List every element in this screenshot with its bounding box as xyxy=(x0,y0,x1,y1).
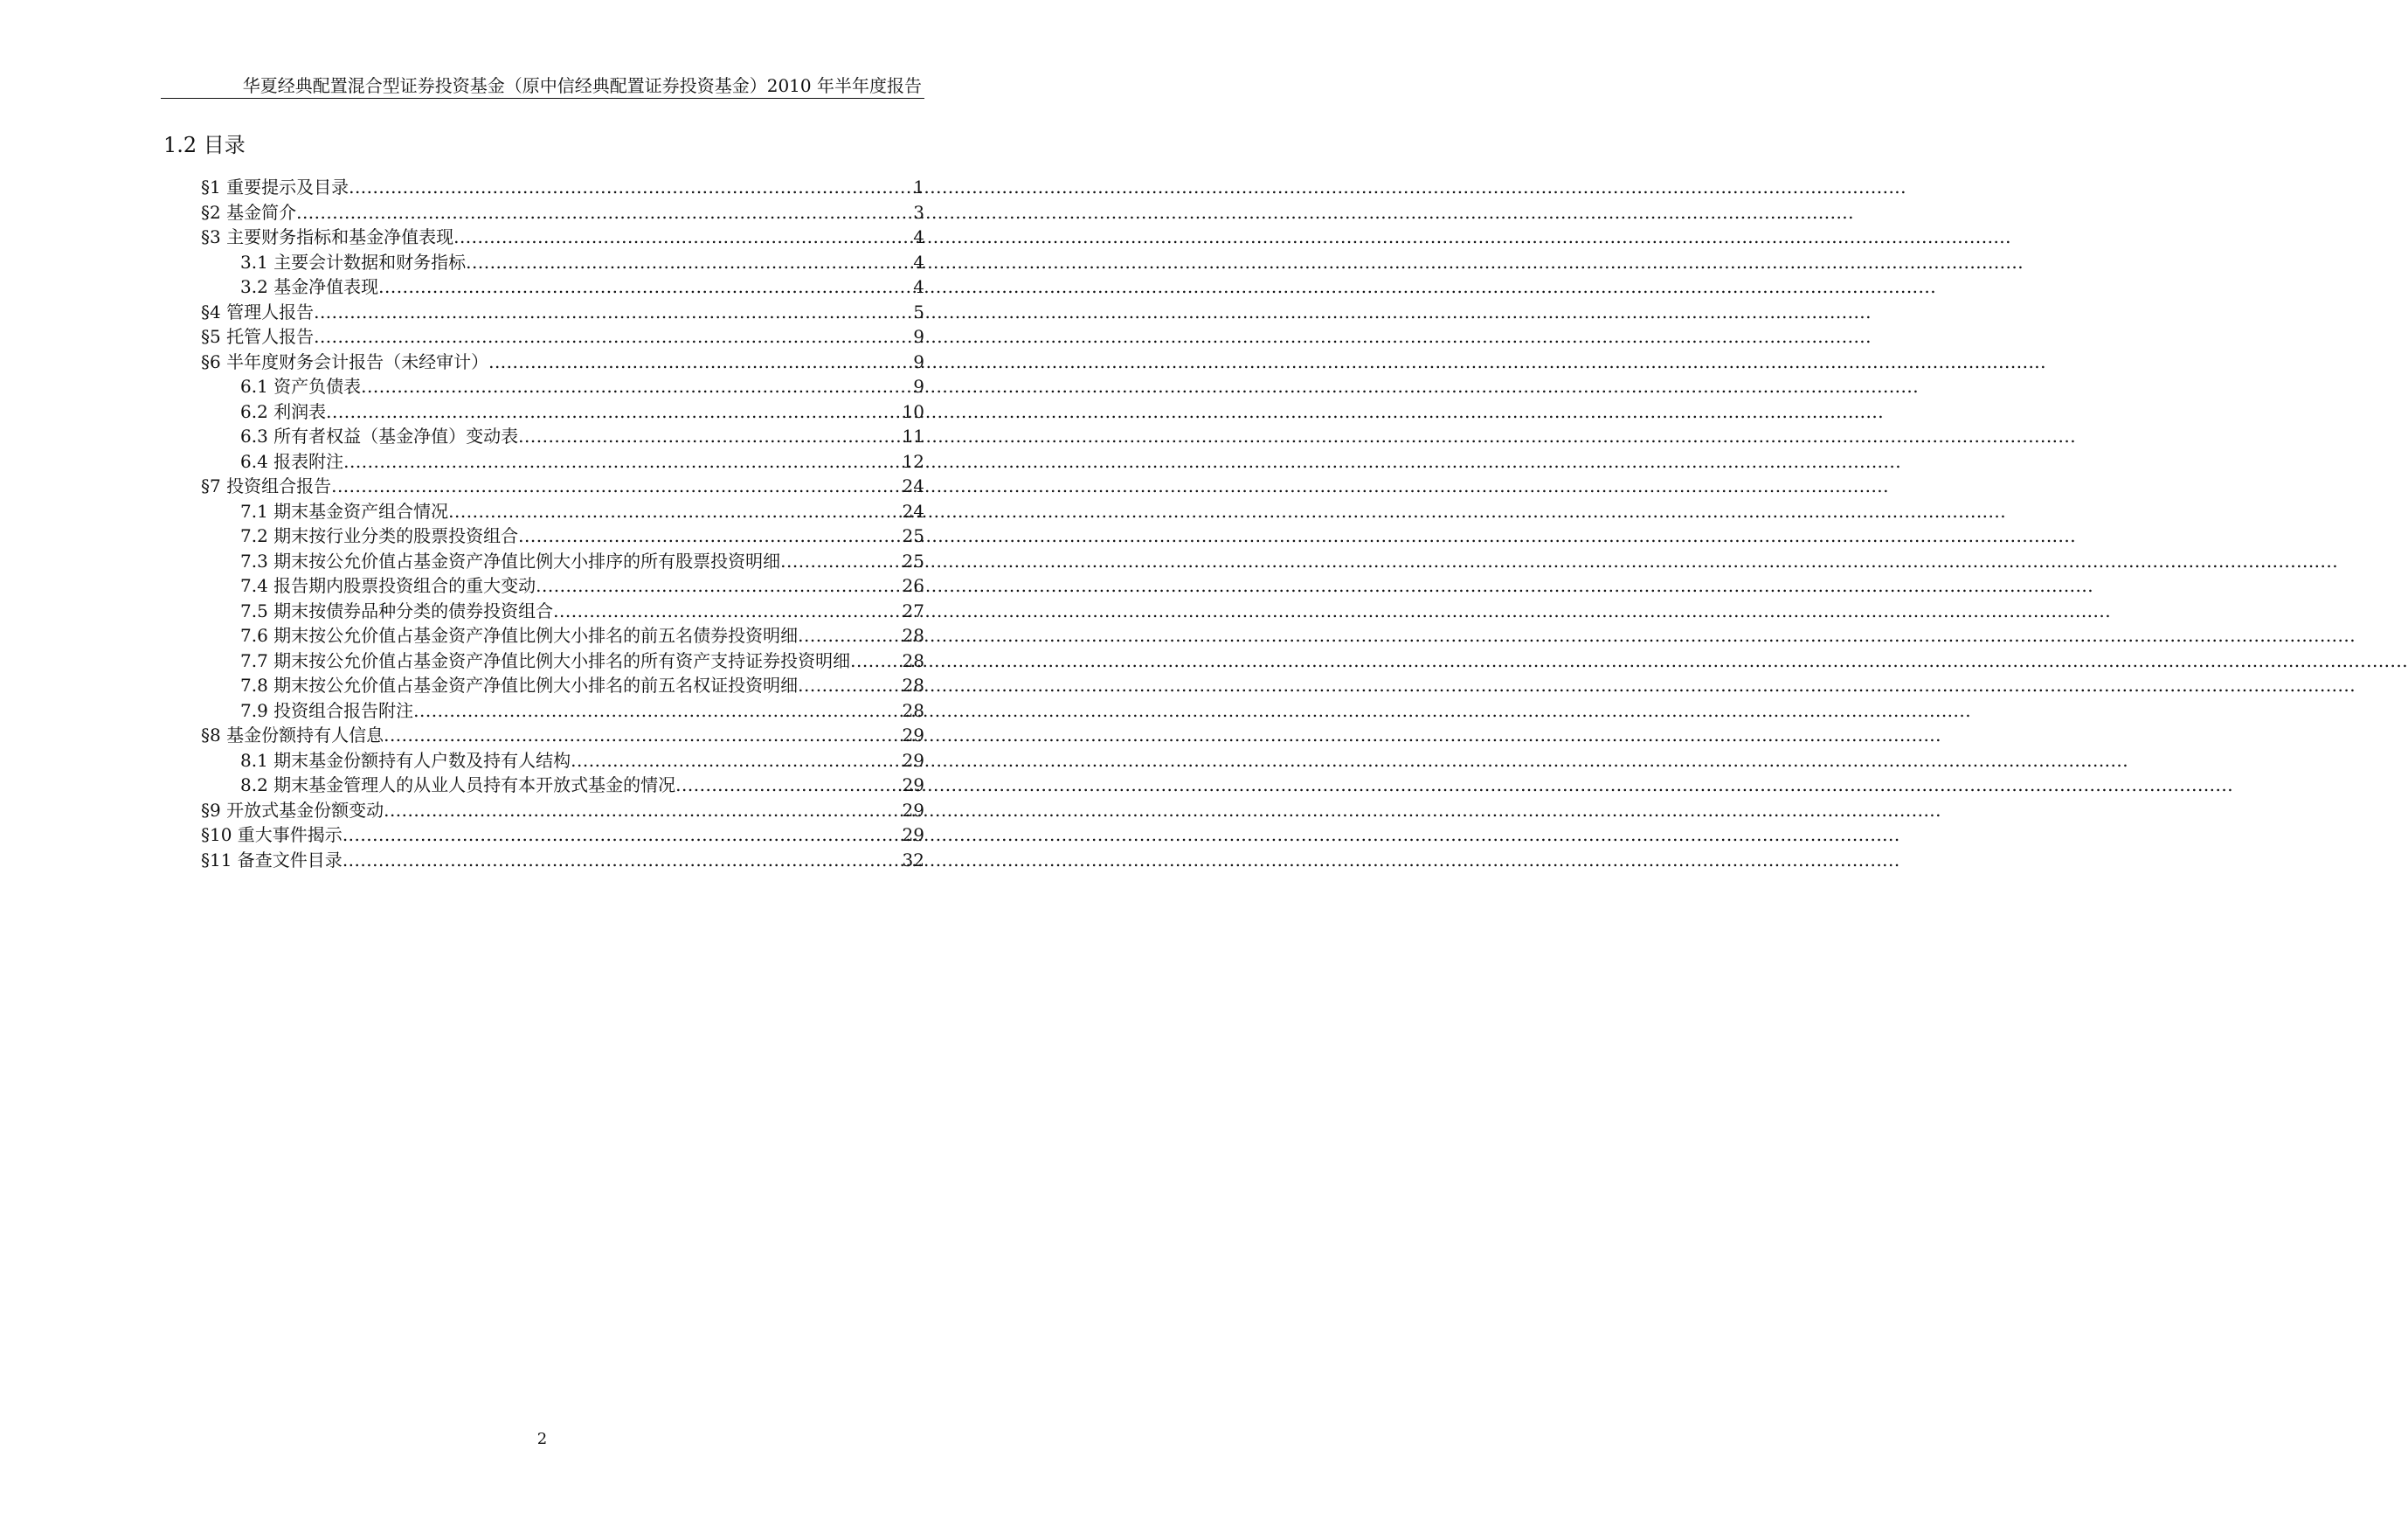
toc-entry-page: 9 xyxy=(913,326,924,347)
toc-entry[interactable] xyxy=(201,549,924,574)
toc-dot-leader xyxy=(553,599,902,624)
toc-dot-leader xyxy=(349,175,913,200)
toc-dot-leader xyxy=(780,549,902,574)
toc-entry-page: 29 xyxy=(902,749,924,771)
toc-dot-leader xyxy=(384,798,902,823)
toc-entry[interactable] xyxy=(201,200,924,225)
toc-entry[interactable] xyxy=(201,424,924,449)
toc-entry[interactable] xyxy=(201,274,924,300)
toc-entry[interactable] xyxy=(201,225,924,250)
toc-entry[interactable] xyxy=(201,573,924,599)
toc-entry-page: 9 xyxy=(913,350,924,372)
toc-entry-label: 7.1 期末基金资产组合情况 xyxy=(240,500,449,522)
table-of-contents xyxy=(201,175,924,872)
toc-entry-page: 29 xyxy=(902,824,924,845)
section-title: 1.2 目录 xyxy=(163,133,246,157)
toc-entry-page: 26 xyxy=(902,575,924,596)
toc-entry[interactable] xyxy=(201,324,924,350)
toc-entry-label: §10 重大事件揭示 xyxy=(201,824,343,845)
toc-entry-page: 3 xyxy=(913,201,924,223)
toc-entry-label: §3 主要财务指标和基金净值表现 xyxy=(201,226,454,247)
toc-dot-leader xyxy=(384,723,902,748)
toc-entry-label: 6.2 利润表 xyxy=(240,400,327,422)
toc-entry-label: §4 管理人报告 xyxy=(201,301,315,323)
toc-entry-page: 29 xyxy=(902,799,924,821)
toc-entry[interactable] xyxy=(201,449,924,475)
toc-entry[interactable] xyxy=(201,474,924,499)
page-number: 2 xyxy=(536,1430,548,1448)
toc-entry[interactable] xyxy=(201,848,924,873)
toc-dot-leader xyxy=(413,698,902,724)
toc-entry-page: 28 xyxy=(902,675,924,696)
toc-entry-page: 32 xyxy=(902,849,924,871)
toc-entry[interactable] xyxy=(201,723,924,748)
toc-entry-page: 27 xyxy=(902,600,924,621)
toc-entry-label: §1 重要提示及目录 xyxy=(201,177,349,198)
toc-entry-page: 4 xyxy=(913,251,924,273)
toc-entry-label: 8.2 期末基金管理人的从业人员持有本开放式基金的情况 xyxy=(240,774,676,795)
toc-entry-label: 6.4 报表附注 xyxy=(240,450,344,472)
toc-dot-leader xyxy=(571,748,902,773)
toc-dot-leader xyxy=(448,499,902,524)
toc-dot-leader xyxy=(378,274,913,300)
toc-entry-page: 28 xyxy=(902,649,924,671)
toc-entry-label: §11 备查文件目录 xyxy=(201,849,343,871)
toc-entry[interactable] xyxy=(201,773,924,798)
toc-dot-leader xyxy=(326,399,902,425)
toc-entry-label: §7 投资组合报告 xyxy=(201,475,332,496)
toc-entry[interactable] xyxy=(201,300,924,325)
toc-dot-leader xyxy=(798,623,902,649)
toc-entry-page: 4 xyxy=(913,276,924,297)
toc-dot-leader xyxy=(536,573,902,599)
toc-entry[interactable] xyxy=(201,175,924,200)
toc-entry-page: 9 xyxy=(913,376,924,397)
header-divider xyxy=(161,98,924,99)
toc-entry[interactable] xyxy=(201,374,924,399)
toc-entry[interactable] xyxy=(201,350,924,375)
toc-entry-page: 10 xyxy=(902,400,924,422)
toc-dot-leader xyxy=(343,449,902,475)
toc-entry-page: 24 xyxy=(902,500,924,522)
toc-entry-label: §9 开放式基金份额变动 xyxy=(201,799,384,821)
toc-entry[interactable] xyxy=(201,623,924,649)
toc-entry[interactable] xyxy=(201,673,924,698)
toc-entry[interactable] xyxy=(201,499,924,524)
toc-dot-leader xyxy=(314,324,913,350)
toc-dot-leader xyxy=(675,773,902,798)
toc-entry[interactable] xyxy=(201,798,924,823)
toc-dot-leader xyxy=(518,424,902,449)
toc-entry-page: 29 xyxy=(902,725,924,746)
toc-entry-label: 7.8 期末按公允价值占基金资产净值比例大小排名的前五名权证投资明细 xyxy=(240,675,799,696)
toc-entry-label: 6.1 资产负债表 xyxy=(240,376,362,397)
toc-entry-label: 8.1 期末基金份额持有人户数及持有人结构 xyxy=(240,749,571,771)
toc-dot-leader xyxy=(296,200,913,225)
toc-dot-leader xyxy=(850,649,902,674)
toc-dot-leader xyxy=(343,848,903,873)
report-header-title: 华夏经典配置混合型证券投资基金（原中信经典配置证券投资基金）2010 年半年度报告 xyxy=(242,75,922,96)
toc-entry[interactable] xyxy=(201,399,924,425)
toc-entry-page: 29 xyxy=(902,774,924,795)
toc-entry-page: 12 xyxy=(902,450,924,472)
toc-dot-leader xyxy=(453,225,913,250)
toc-entry-page: 24 xyxy=(902,475,924,496)
toc-entry-page: 28 xyxy=(902,625,924,646)
toc-entry-label: 7.4 报告期内股票投资组合的重大变动 xyxy=(240,575,536,596)
toc-entry-page: 5 xyxy=(913,301,924,323)
toc-entry-label: §2 基金简介 xyxy=(201,201,297,223)
toc-entry-label: 6.3 所有者权益（基金净值）变动表 xyxy=(240,426,519,447)
toc-entry[interactable] xyxy=(201,524,924,549)
toc-entry-label: 7.5 期末按债券品种分类的债券投资组合 xyxy=(240,600,554,621)
toc-dot-leader xyxy=(331,474,902,499)
toc-entry-label: §5 托管人报告 xyxy=(201,326,315,347)
toc-entry[interactable] xyxy=(201,599,924,624)
toc-entry-label: 7.3 期末按公允价值占基金资产净值比例大小排序的所有股票投资明细 xyxy=(240,550,781,572)
toc-entry-label: 3.2 基金净值表现 xyxy=(240,276,379,297)
toc-entry-label: 7.2 期末按行业分类的股票投资组合 xyxy=(240,525,519,546)
toc-entry[interactable] xyxy=(201,250,924,275)
toc-entry-label: 7.7 期末按公允价值占基金资产净值比例大小排名的所有资产支持证券投资明细 xyxy=(240,649,851,671)
toc-dot-leader xyxy=(466,250,913,275)
toc-entry-page: 4 xyxy=(913,226,924,247)
toc-dot-leader xyxy=(798,673,902,698)
toc-entry[interactable] xyxy=(201,698,924,724)
toc-entry-label: §6 半年度财务会计报告（未经审计） xyxy=(201,350,489,372)
toc-entry-label: 7.9 投资组合报告附注 xyxy=(240,699,414,721)
toc-dot-leader xyxy=(518,524,902,549)
toc-entry-page: 25 xyxy=(902,550,924,572)
toc-entry-page: 1 xyxy=(913,177,924,198)
toc-entry-label: 7.6 期末按公允价值占基金资产净值比例大小排名的前五名债券投资明细 xyxy=(240,625,799,646)
toc-entry-label: 3.1 主要会计数据和财务指标 xyxy=(240,251,467,273)
toc-entry-page: 11 xyxy=(902,426,924,447)
toc-entry[interactable] xyxy=(201,748,924,773)
toc-entry-page: 25 xyxy=(902,525,924,546)
toc-dot-leader xyxy=(314,300,913,325)
toc-entry[interactable] xyxy=(201,822,924,848)
toc-dot-leader xyxy=(488,350,913,375)
toc-dot-leader xyxy=(361,374,913,399)
toc-dot-leader xyxy=(343,822,903,848)
toc-entry-page: 28 xyxy=(902,699,924,721)
toc-entry[interactable] xyxy=(201,649,924,674)
toc-entry-label: §8 基金份额持有人信息 xyxy=(201,725,384,746)
